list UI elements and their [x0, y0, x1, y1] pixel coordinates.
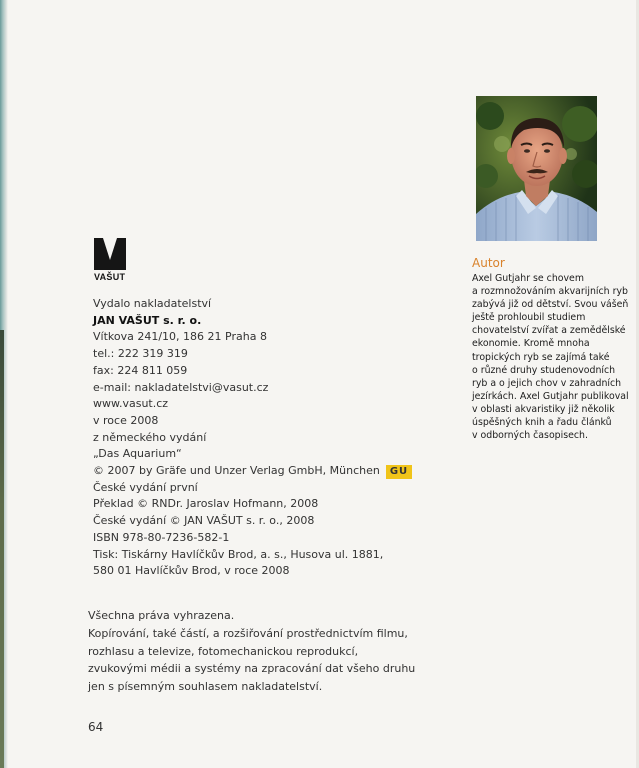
gu-badge: GU — [386, 465, 412, 479]
author-bio-line: a rozmnožováním akvarijních ryb — [472, 286, 628, 298]
copyright-text: © 2007 by Gräfe und Unzer Verlag GmbH, München — [93, 464, 380, 478]
author-heading: Autor — [472, 256, 505, 270]
author-bio-line: zabývá již od dětství. Svou vášeň — [472, 299, 629, 311]
author-bio-line: o různé druhy studenovodních — [472, 364, 616, 376]
logo-wordmark: VAŠUT — [94, 272, 126, 282]
imprint-block — [93, 296, 409, 580]
author-bio-line: chovatelství zvířat a zemědělské — [472, 325, 626, 337]
imprint-line: tel.: 222 319 319 — [93, 347, 188, 361]
author-section — [472, 256, 638, 442]
rights-line: jen s písemným souhlasem nakladatelství. — [88, 680, 323, 694]
imprint-line: www.vasut.cz — [93, 397, 169, 411]
rights-line: Všechna práva vyhrazena. — [88, 609, 235, 622]
author-bio — [472, 272, 638, 442]
copyright-line — [93, 463, 409, 480]
rights-line: Kopírování, také částí, a rozšiřování prostřednictvím filmu, — [88, 626, 408, 640]
imprint-line: Překlad © RNDr. Jaroslav Hofmann, 2008 — [93, 497, 319, 511]
adjacent-page-edge — [0, 330, 4, 768]
author-bio-line: Axel Gutjahr se chovem — [472, 273, 584, 284]
author-bio-line: jezírkách. Axel Gutjahr publikoval — [472, 390, 629, 402]
imprint-line: České vydání © JAN VAŠUT s. r. o., 2008 — [93, 514, 315, 528]
publisher-logo — [94, 238, 126, 288]
author-bio-line: ryb a o jejich chov v zahradních — [472, 377, 622, 389]
imprint-line: Vydalo nakladatelství — [93, 297, 212, 310]
imprint-line: v roce 2008 — [93, 413, 159, 427]
author-bio-line: v odborných časopisech. — [472, 430, 588, 442]
imprint-line: z německého vydání — [93, 430, 207, 444]
imprint-line: „Das Aquarium“ — [93, 447, 182, 461]
rights-notice — [88, 607, 416, 696]
imprint-line: ISBN 978-80-7236-582-1 — [93, 530, 230, 544]
imprint-line: fax: 224 811 059 — [93, 363, 188, 377]
imprint-line: e-mail: nakladatelstvi@vasut.cz — [93, 380, 269, 394]
imprint-line: Tisk: Tiskárny Havlíčkův Brod, a. s., Husova ul. 1881, — [93, 547, 384, 561]
publisher-name: JAN VAŠUT s. r. o. — [93, 313, 202, 327]
author-bio-line: ekonomie. Kromě mnoha — [472, 338, 590, 350]
page-number: 64 — [88, 720, 104, 734]
author-bio-line: tropických ryb se zajímá také — [472, 351, 610, 363]
imprint-line: 580 01 Havlíčkův Brod, v roce 2008 — [93, 564, 290, 578]
author-bio-line: v oblasti akvaristiky již několik — [472, 403, 615, 415]
vasut-logo-icon — [94, 238, 126, 270]
author-bio-line: úspěšných knih a řadu článků — [472, 417, 612, 429]
imprint-line: České vydání první — [93, 480, 198, 494]
rights-line: zvukovými médii a systémy na zpracování dat všeho druhu — [88, 662, 416, 676]
author-portrait-image — [476, 96, 597, 241]
author-bio-line: ještě prohloubil studiem — [472, 312, 586, 324]
imprint-line: Vítkova 241/10, 186 21 Praha 8 — [93, 330, 267, 344]
author-photo — [476, 96, 597, 241]
rights-line: rozhlasu a televize, fotomechanickou reprodukcí, — [88, 644, 359, 658]
